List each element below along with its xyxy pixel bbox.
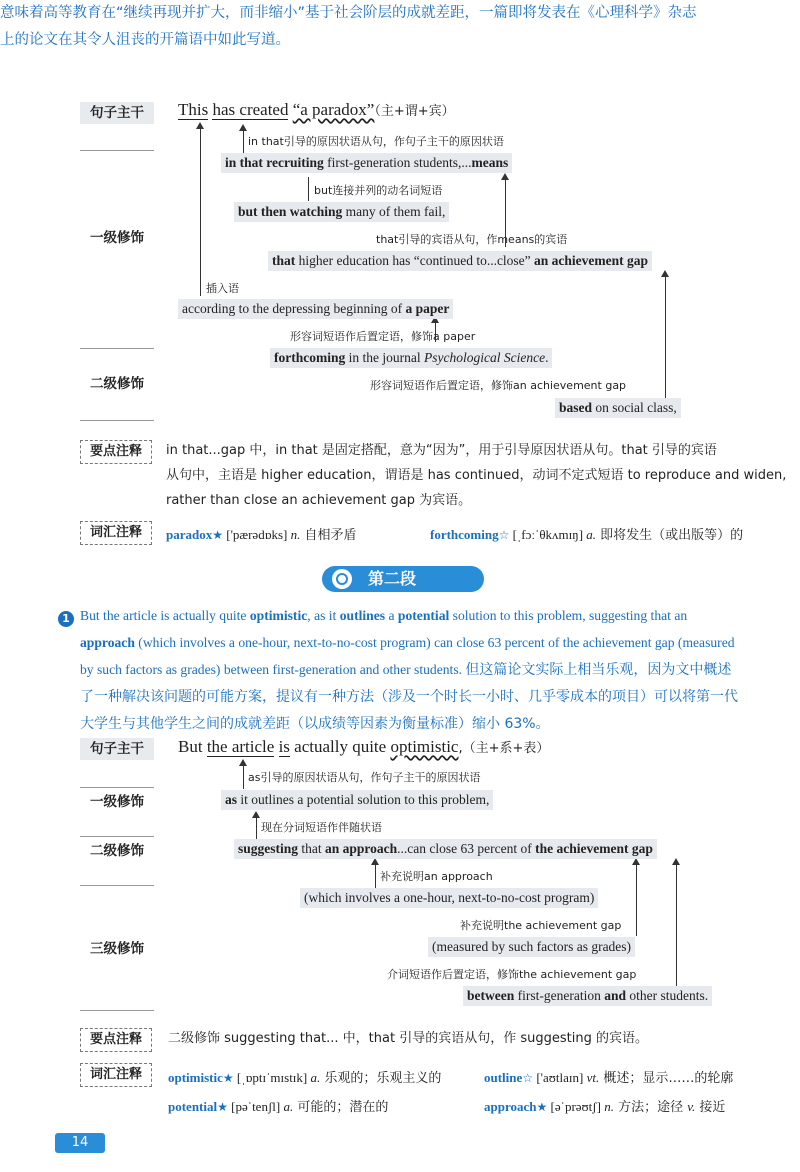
s1-modifier-3: that higher education has “continued to...close” an achievement gap [268, 251, 652, 271]
s1-note-text: in that...gap 中，in that 是固定搭配，意为“因为”，用于引导原因状语从句。that 引导的宾语 从句中，主语是 higher education，谓语是 has continued，动词不定式短语 to reproduce and widen, rather than close an achievement gap 为宾语。 [166, 443, 787, 508]
label-notes-1: 要点注释 [80, 440, 152, 464]
intro-paragraph: 意味着高等教育在“继续再现并扩大，而非缩小”基于社会阶层的成就差距，一篇即将发表在《心理科学》杂志上的论文在其令人沮丧的开篇语中如此写道。 [0, 5, 697, 48]
label-vocab-2: 词汇注释 [80, 1063, 152, 1087]
arrow-up-icon [501, 173, 509, 180]
connector-line [243, 763, 244, 789]
connector-line [375, 862, 376, 888]
label-divider [80, 348, 154, 349]
label-divider [80, 787, 154, 788]
s2-note-1: as引导的原因状语从句，作句子主干的原因状语 [248, 771, 481, 784]
arrow-up-icon [239, 759, 247, 766]
label-divider [80, 1010, 154, 1011]
arrow-up-icon [252, 811, 260, 818]
s2-subject: the article [206, 737, 275, 756]
section-title: 第二段 [368, 569, 417, 588]
connector-line [636, 862, 637, 936]
label-divider [80, 885, 154, 886]
s1-note-6: 形容词短语作后置定语，修饰an achievement gap [370, 379, 627, 392]
s2-verb: is [278, 737, 290, 756]
s2-structure-tag: ,（主+系+表） [458, 741, 550, 756]
vocab-optimistic: optimistic★ [ˌɒptɪˈmɪstɪk] a. 乐观的；乐观主义的 [168, 1070, 442, 1086]
label-level1-1: 一级修饰 [90, 230, 144, 246]
vocab-outline: outline☆ ['aʊtlaɪn] vt. 概述；显示……的轮廓 [484, 1070, 734, 1086]
s1-verb: has created [212, 100, 289, 119]
search-icon [332, 569, 352, 589]
paragraph-1: But the article is actually quite optimistic, as it outlines a potential solution to this problem, suggesting that an approach (which involves a one-hour, next-to-no-cost program) can close 63 percent of the achievement gap (measured by such factors as grades) between first-generation and other students. 但这篇论文实际上相当乐观，因为文中概述 了一种解决该问题的可能方案，提议有一种方法（涉及一个时长一小时、几乎零成本的项目）可以将第一代 大学生与其他学生之间的成就差距（以成绩等因素为衡量标准）缩小 63%。 [80, 608, 738, 732]
s1-note-4: 插入语 [206, 282, 239, 295]
s2-predicative: optimistic [390, 737, 459, 756]
s2-modifier-1: as it outlines a potential solution to this problem, [221, 790, 493, 810]
label-divider [80, 150, 154, 151]
arrow-up-icon [632, 858, 640, 865]
label-level1-2: 一级修饰 [90, 794, 144, 810]
vocab-paradox: paradox★ ['pærədɒks] n. 自相矛盾 [166, 527, 357, 543]
connector-line [308, 177, 309, 201]
s1-note-5: 形容词短语作后置定语，修饰a paper [290, 330, 476, 343]
s2-note-text: 二级修饰 suggesting that... 中，that 引导的宾语从句，作 suggesting 的宾语。 [168, 1031, 648, 1046]
label-notes-2: 要点注释 [80, 1028, 152, 1052]
s2-modifier-4: (measured by such factors as grades) [428, 937, 635, 957]
arrow-up-icon [672, 858, 680, 865]
connector-line [243, 128, 244, 154]
s1-object: “a paradox” [292, 100, 375, 119]
arrow-up-icon [371, 858, 379, 865]
s1-subject: This [178, 100, 209, 119]
label-divider [80, 420, 154, 421]
connector-line [665, 274, 666, 398]
page-number: 14 [55, 1133, 105, 1153]
s2-conjunction: But [178, 737, 203, 756]
s1-modifier-6: based on social class, [555, 398, 681, 418]
vocab-forthcoming: forthcoming☆ [ˌfɔːˈθkʌmɪŋ] a. 即将发生（或出版等）的 [430, 527, 744, 543]
s2-adverb: actually quite [294, 737, 387, 756]
s1-modifier-1: in that recruiting first-generation students,...means [221, 153, 512, 173]
arrow-up-icon [196, 122, 204, 129]
s2-note-3: 补充说明an approach [380, 870, 493, 883]
s2-note-2: 现在分词短语作伴随状语 [261, 821, 382, 834]
label-trunk-1: 句子主干 [80, 102, 154, 124]
s1-modifier-4: according to the depressing beginning of a paper [178, 299, 453, 319]
s1-note-1: in that引导的原因状语从句，作句子主干的原因状语 [248, 135, 504, 148]
s1-modifier-2: but then watching many of them fail, [234, 202, 449, 222]
connector-line [676, 862, 677, 986]
s2-modifier-3: (which involves a one-hour, next-to-no-cost program) [300, 888, 598, 908]
label-divider [80, 836, 154, 837]
label-level2-1: 二级修饰 [90, 376, 144, 392]
connector-line [200, 126, 201, 296]
connector-line [256, 815, 257, 839]
arrow-up-icon [661, 270, 669, 277]
label-level3-2: 三级修饰 [90, 941, 144, 957]
label-trunk-2: 句子主干 [80, 738, 154, 760]
s2-modifier-2: suggesting that an approach...can close 63 percent of the achievement gap [234, 839, 657, 859]
paragraph-number: 1 [58, 611, 74, 627]
arrow-up-icon [239, 124, 247, 131]
s1-note-2: but连接并列的动名词短语 [314, 184, 443, 197]
vocab-approach: approach★ [əˈprəʊtʃ] n. 方法；途径 v. 接近 [484, 1099, 726, 1115]
s2-modifier-5: between first-generation and other students. [463, 986, 712, 1006]
s2-note-4: 补充说明the achievement gap [460, 919, 622, 932]
vocab-potential: potential★ [pəˈtenʃl] a. 可能的；潜在的 [168, 1099, 389, 1115]
label-vocab-1: 词汇注释 [80, 521, 152, 545]
label-level2-2: 二级修饰 [90, 843, 144, 859]
s2-note-5: 介词短语作后置定语，修饰the achievement gap [387, 968, 637, 981]
s1-structure-tag: （主+谓+宾） [374, 104, 455, 119]
s1-modifier-5: forthcoming in the journal Psychological Science. [270, 348, 552, 368]
s1-main-clause [178, 100, 455, 120]
s1-note-3: that引导的宾语从句，作means的宾语 [376, 233, 568, 246]
s2-main-clause [178, 737, 549, 757]
